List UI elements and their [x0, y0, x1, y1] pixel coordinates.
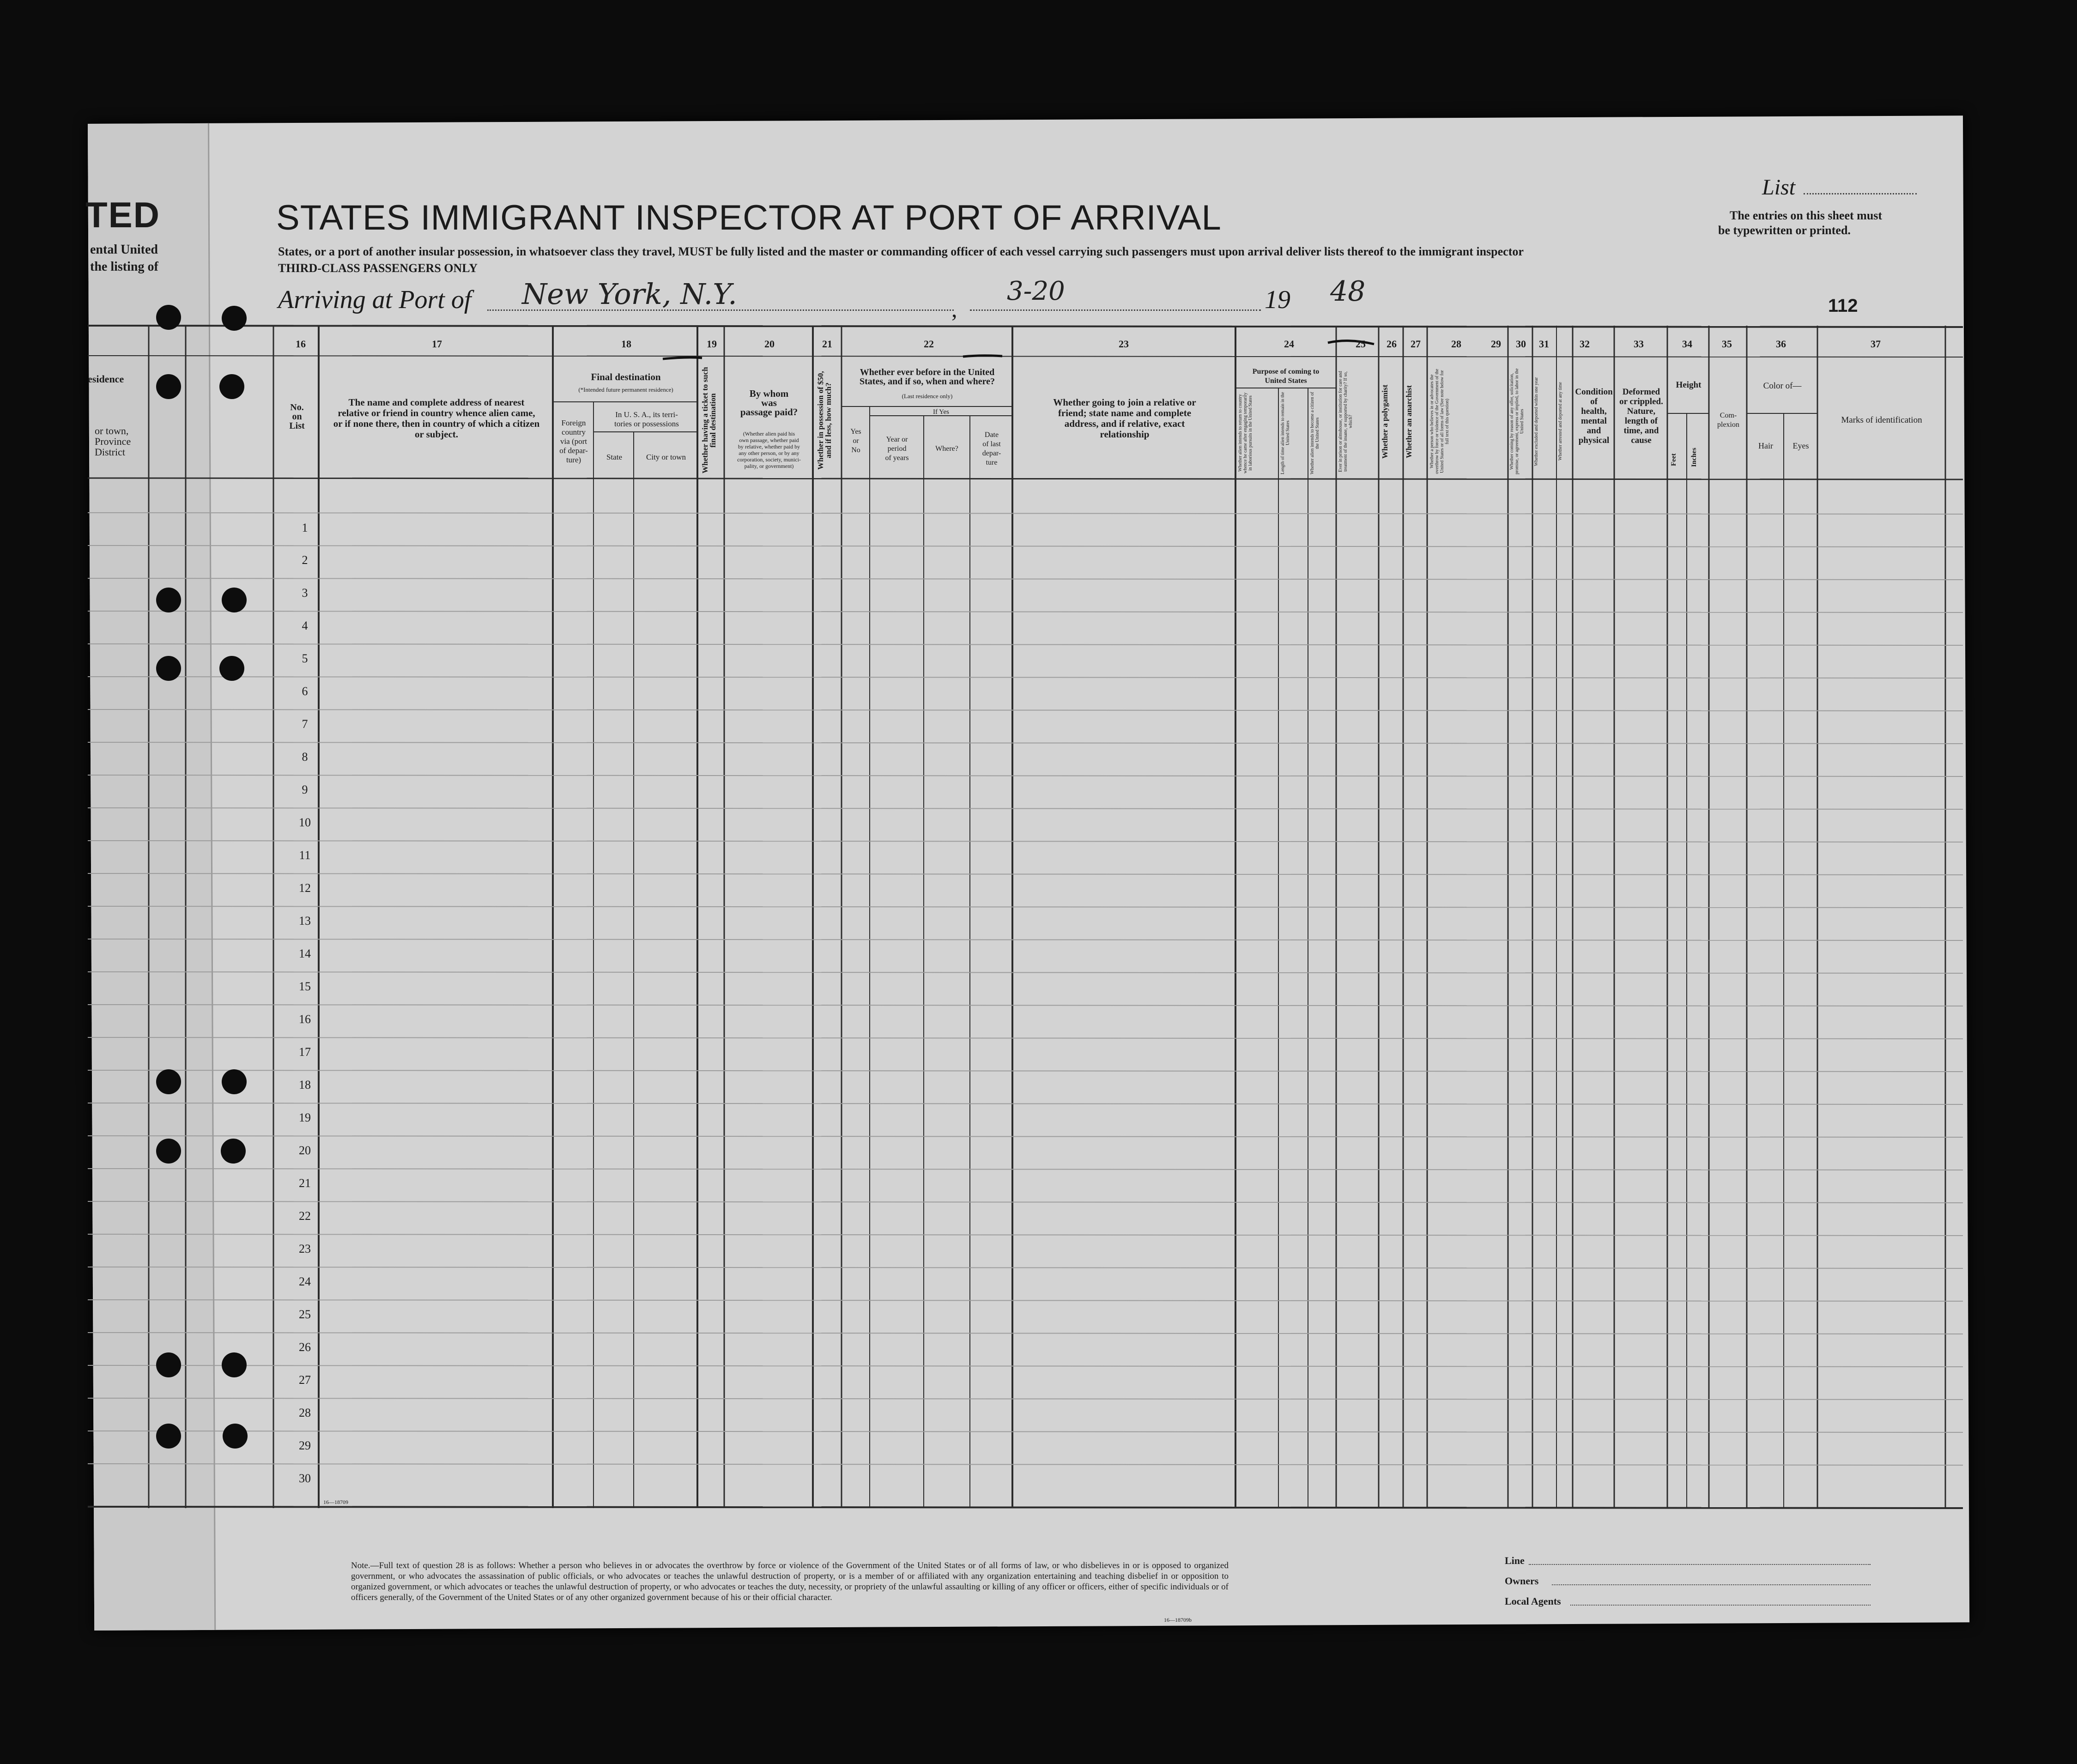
c34-inches: Inches: [1690, 448, 1698, 467]
col-num-36: 36: [1776, 338, 1786, 350]
col-num-35: 35: [1722, 338, 1732, 350]
col-num-16: 16: [296, 338, 306, 350]
class-line: THIRD-CLASS PASSENGERS ONLY: [278, 261, 478, 275]
c22-ifyes: If Yes: [933, 408, 949, 416]
col-num-17: 17: [432, 338, 442, 350]
row-number: 14: [299, 947, 311, 960]
col-num-32: 32: [1580, 338, 1590, 350]
year-handwritten: 48: [1330, 275, 1366, 308]
c36-eyes: Eyes: [1792, 441, 1809, 450]
c30-label: Whether excluded and deported within one year: [1534, 377, 1539, 466]
c16-label: No. on List: [289, 402, 305, 431]
row-number: 11: [299, 849, 311, 862]
c36-label: Color of—: [1763, 381, 1802, 391]
c24-sub-2: Length of time alien intends to remain in the United States: [1280, 392, 1290, 474]
col-num-37: 37: [1871, 338, 1881, 350]
c18-note: (*Intended future permanent residence): [578, 386, 673, 393]
row-number: 12: [299, 881, 311, 895]
col-num-26: 26: [1387, 338, 1397, 350]
c29-label: Whether coming by reason of any offer, solicitation, promise, or agreement, express or implied, to labor in the United States: [1509, 368, 1525, 475]
date-handwritten: 3-20: [1007, 276, 1065, 306]
owners-label: Owners: [1505, 1575, 1539, 1587]
col-num-21: 21: [822, 338, 832, 350]
c18-state: State: [606, 453, 622, 461]
row-number: 2: [302, 553, 308, 567]
row-number: 7: [302, 717, 308, 731]
punch-hole: [156, 1352, 181, 1377]
comma: ,: [951, 296, 957, 322]
c36-hair: Hair: [1758, 441, 1773, 450]
c18-usa: In U. S. A., its terri- tories or possessions: [614, 410, 679, 428]
c34-label: Height: [1676, 380, 1702, 390]
c37-label: Marks of identification: [1841, 415, 1922, 425]
c17-label: The name and complete address of nearest relative or friend in country whence alien came, or if none there, then in country of which a citizen or subject.: [333, 397, 540, 440]
col-num-23: 23: [1119, 338, 1129, 350]
col-num-31: 31: [1539, 338, 1549, 350]
row-number: 28: [299, 1406, 311, 1419]
c33-label: Deformed or crippled. Nature, length of time, and cause: [1619, 387, 1663, 445]
c22-note: (Last residence only): [902, 393, 953, 400]
col-num-19: 19: [707, 338, 717, 350]
port-handwritten: New York, N.Y.: [522, 277, 737, 311]
row-number: 20: [299, 1144, 311, 1157]
punch-hole: [156, 588, 181, 612]
row-number: 26: [299, 1340, 311, 1354]
c22-where: Where?: [935, 445, 958, 453]
residence-fragment: esidence: [88, 373, 124, 385]
row-number: 25: [299, 1308, 311, 1321]
punch-hole: [156, 374, 181, 399]
punch-hole: [222, 588, 247, 612]
c24-title: Purpose of coming to United States: [1252, 368, 1320, 385]
punch-hole: [156, 1424, 181, 1449]
col-num-20: 20: [764, 338, 775, 350]
c18-title: Final destination: [591, 371, 661, 382]
row-number: 8: [302, 750, 308, 764]
col-num-22: 22: [924, 338, 934, 350]
row-number: 15: [299, 980, 311, 993]
col-num-29: 29: [1491, 338, 1501, 350]
punch-hole: [222, 306, 247, 331]
c20-note: (Whether alien paid his own passage, whether paid by relative, whether paid by any other person, or by any corporation, society, munici- pality, or government): [737, 430, 801, 469]
col-num-24: 24: [1284, 338, 1294, 350]
c25-label: Ever in prison or almshouse, or institution for care and treatment of the insane, or supported by charity? If so, which?: [1338, 371, 1353, 472]
punch-hole: [156, 1139, 181, 1164]
punch-hole: [156, 305, 181, 330]
row-number: 24: [299, 1275, 311, 1288]
c21-label: Whether in possession of $50, and if less, how much?: [816, 371, 833, 470]
row-number: 5: [302, 652, 308, 665]
punch-hole: [222, 1352, 247, 1377]
c32-label: Condition of health, mental and physical: [1575, 387, 1613, 445]
punch-hole: [156, 1069, 181, 1094]
page-title: STATES IMMIGRANT INSPECTOR AT PORT OF ARRIVAL: [276, 198, 1222, 237]
instructions-text: States, or a port of another insular possession, in whatsoever class they travel, MUST be fully listed and the master or commanding officer of each vessel carrying such passengers must upon arrival deliver lists thereof to the immigrant inspector: [278, 245, 1524, 258]
col-num-34: 34: [1682, 338, 1692, 350]
c27-label: Whether an anarchist: [1405, 385, 1413, 458]
footer-note: Note.—Full text of question 28 is as follows: Whether a person who believes in or advocates the overthrow by force or violence of the Government of the United States or of all forms of law, or who disbelieves in or is opposed to organized government, or who advocates the assassination of public officials, or who advocates or teaches the unlawful destruction of property, or is a member of or affiliated with any organization entertaining and teaching disbelief in or opposition to organized government, or which advocates or teaches the unlawful destruction of property, or who advocates or teaches the duty, necessity, or propriety of the unlawful assaulting or killing of any officer or officers, either of specific individuals or of officers generally, of the Government of the United States or of any other organized government because of his or their official character.: [351, 1561, 1229, 1602]
left-line-2: the listing of: [90, 260, 158, 274]
row-number: 9: [302, 783, 308, 796]
col-num-25: 25: [1356, 338, 1366, 350]
row-number: 29: [299, 1439, 311, 1452]
c19-label: Whether having a ticket to such final destination: [701, 367, 717, 474]
arriving-label: Arriving at Port of: [278, 285, 472, 314]
page-number: 112: [1828, 296, 1858, 316]
town-line-3: District: [95, 446, 125, 458]
punch-hole: [221, 1139, 246, 1164]
row-number: 30: [299, 1472, 311, 1485]
c22-title: Whether ever before in the United States, and if so, when and where?: [860, 367, 995, 387]
punch-hole: [156, 656, 181, 681]
punch-hole: [223, 1424, 248, 1449]
c18-foreign: Foreign country via (port of depar- ture): [559, 418, 588, 464]
col-num-18: 18: [621, 338, 631, 350]
row-number: 17: [299, 1045, 311, 1059]
row-number: 21: [299, 1176, 311, 1190]
year-prefix: 19: [1265, 285, 1290, 314]
c31-label: Whether arrested and deported at any time: [1558, 382, 1563, 461]
line-fill: [1529, 1564, 1871, 1565]
row-number: 3: [302, 586, 308, 600]
line-label: Line: [1505, 1555, 1525, 1566]
c23-label: Whether going to join a relative or friend; state name and complete address, and if relative, exact relationship: [1053, 397, 1196, 440]
row-number: 27: [299, 1373, 311, 1387]
left-line-1: ental United: [90, 242, 158, 257]
row-number: 13: [299, 914, 311, 927]
row-number: 18: [299, 1078, 311, 1091]
row-number: 10: [299, 816, 311, 829]
row-number: 22: [299, 1209, 311, 1223]
form-code-1: 16—18709: [323, 1499, 348, 1505]
col-num-27: 27: [1411, 338, 1421, 350]
col-num-28: 28: [1451, 338, 1461, 350]
form-code-2: 16—18709b: [1164, 1617, 1192, 1623]
c22-yesno: Yes or No: [850, 428, 861, 454]
left-title-fragment: TED: [85, 194, 160, 235]
note-right-2: be typewritten or printed.: [1718, 224, 1851, 237]
row-number: 16: [299, 1012, 311, 1026]
col-num-33: 33: [1634, 338, 1644, 350]
agents-label: Local Agents: [1505, 1595, 1561, 1607]
c22-date: Date of last depar- ture: [982, 431, 1001, 467]
c35-label: Com- plexion: [1717, 412, 1739, 429]
note-right-1: The entries on this sheet must: [1730, 209, 1883, 222]
agents-fill: [1570, 1605, 1871, 1606]
c24-sub-1: Whether alien intends to return to country whence he came after engaging temporarily in laborious pursuits in the United States: [1238, 392, 1253, 474]
row-number: 4: [302, 619, 308, 632]
punch-hole: [219, 374, 244, 399]
list-label: List: [1762, 175, 1796, 200]
row-number: 19: [299, 1111, 311, 1124]
punch-hole: [219, 656, 244, 681]
c34-feet: Feet: [1670, 453, 1677, 466]
c20-title: By whom was passage paid?: [740, 388, 798, 418]
town-line-1: or town,: [95, 425, 129, 436]
c24-sub-3: Whether alien intends to become a citizen of the United States: [1310, 392, 1320, 474]
town-line-2: Province: [95, 436, 131, 447]
c26-label: Whether a polygamist: [1381, 384, 1389, 459]
punch-hole: [222, 1069, 247, 1094]
owners-fill: [1552, 1584, 1871, 1585]
row-number: 1: [302, 521, 308, 534]
c28-label: Whether a person who believes in or advocates the overthrow by force or violence of the Government of the United States or of all forms of law (See note below for full text of this question): [1429, 369, 1450, 474]
row-number: 23: [299, 1242, 311, 1255]
c22-year: Year or period of years: [885, 436, 909, 462]
col-num-30: 30: [1516, 338, 1526, 350]
c18-city: City or town: [646, 453, 686, 461]
row-number: 6: [302, 685, 308, 698]
